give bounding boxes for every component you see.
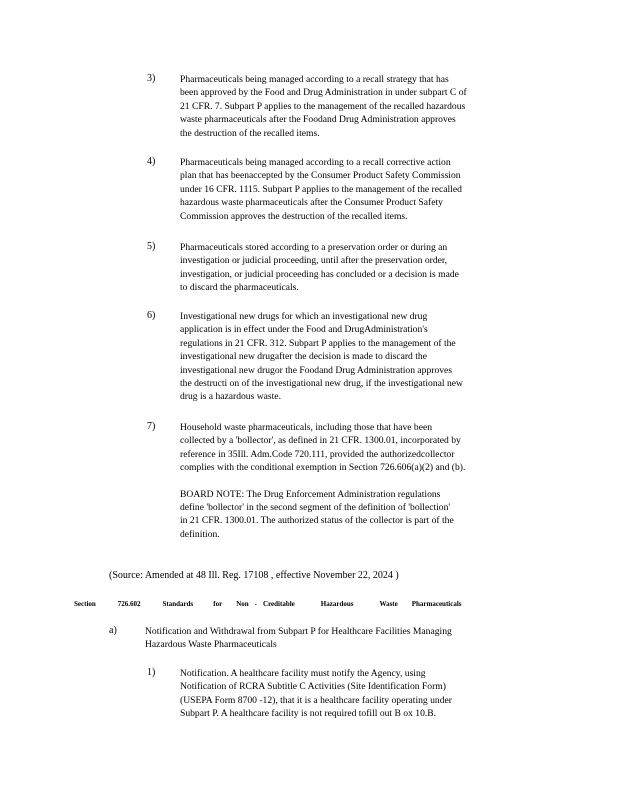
subsection-text — [180, 667, 540, 721]
heading-word: Non — [236, 600, 249, 608]
text-line: definition. — [180, 528, 220, 540]
item-number: 7) — [147, 421, 156, 432]
section-number: 726.602 — [117, 600, 141, 608]
item-text — [180, 73, 540, 140]
text-line: waste pharmaceuticals after the Foodand Drug Administration approves — [180, 114, 456, 126]
item-text — [180, 156, 540, 223]
text-line: investigation, or judicial proceeding has concluded or a decision is made — [180, 268, 459, 280]
text-line: drug is a hazardous waste. — [180, 391, 281, 403]
source-note: (Source: Amended at 48 Ill. Reg. 17108 , effective November 22, 2024 ) — [109, 570, 399, 581]
text-line: 21 CFR. 7. Subpart P applies to the management of the recalled hazardous — [180, 100, 466, 112]
subsection-number: a) — [109, 625, 117, 636]
heading-word: Standards — [162, 600, 194, 608]
item-number: 4) — [147, 156, 156, 167]
item-number: 3) — [147, 73, 156, 84]
text-line: hazardous waste pharmaceuticals after the Consumer Product Safety — [180, 197, 443, 209]
text-line: investigational new drugor the Foodand Drug Administration approves — [180, 364, 453, 376]
text-line: Household waste pharmaceuticals, including those that have been — [180, 422, 433, 433]
item-number: 5) — [147, 241, 156, 252]
text-line: the destructi on of the investigational new drug, if the investigational new — [180, 378, 463, 390]
heading-word: - — [254, 600, 258, 608]
text-line: Hazardous Waste Pharmaceuticals — [145, 639, 277, 651]
text-line: investigation or judicial proceeding, until after the preservation order, — [180, 255, 448, 267]
text-line: application is in effect under the Food and DrugAdministration's — [180, 324, 428, 336]
text-line: the destruction of the recalled items. — [180, 127, 320, 139]
text-line: under 16 CFR. 1115. Subpart P applies to the management of the recalled — [180, 183, 462, 195]
text-line: Notification and Withdrawal from Subpart P for Healthcare Facilities Managing — [145, 626, 452, 637]
subsection-number: 1) — [147, 667, 156, 678]
text-line: investigational new drugafter the decision is made to discard the — [180, 351, 427, 363]
heading-word: for — [213, 600, 223, 608]
text-line: BOARD NOTE: The Drug Enforcement Administration regulations — [180, 488, 441, 500]
text-line: complies with the conditional exemption in Section 726.606(a)(2) and (b). — [180, 462, 466, 474]
text-line: been approved by the Food and Drug Administration in under subpart C of — [180, 87, 467, 99]
text-line: collected by a 'bollector', as defined in 21 CFR. 1300.01, incorporated by — [180, 435, 461, 447]
text-line: Investigational new drugs for which an investigational new drug — [180, 311, 428, 322]
text-line: define 'bollector' in the second segment of the definition of 'bollection' — [180, 502, 451, 514]
text-line: regulations in 21 CFR. 312. Subpart P applies to the management of the — [180, 337, 456, 349]
heading-word: Pharmaceuticals — [411, 600, 462, 608]
heading-word: Hazardous — [320, 600, 354, 608]
text-line: Commission approves the destruction of the recalled items. — [180, 210, 408, 222]
text-line: Pharmaceuticals being managed according to a recall corrective action — [180, 157, 451, 168]
board-note — [180, 488, 540, 542]
text-line: plan that has beenaccepted by the Consumer Product Safety Commission — [180, 170, 461, 182]
text-line: Notification. A healthcare facility must notify the Agency, using — [180, 668, 426, 679]
heading-word: Creditable — [263, 600, 295, 608]
text-line: in 21 CFR. 1300.01. The authorized status of the collector is part of the — [180, 515, 454, 527]
text-line: (USEPA Form 8700 -12), that it is a healthcare facility operating under — [180, 694, 452, 706]
section-label: Section — [74, 600, 96, 608]
text-line: Notification of RCRA Subtitle C Activities (Site Identification Form) — [180, 681, 446, 693]
heading-word: Waste — [379, 600, 398, 608]
item-text — [180, 310, 540, 404]
subsection-text — [145, 625, 545, 652]
item-text — [180, 421, 540, 541]
item-text — [180, 241, 540, 295]
text-line: Pharmaceuticals being managed according to a recall strategy that has — [180, 74, 449, 85]
section-heading — [74, 600, 468, 608]
text-line: Subpart P. A healthcare facility is not required tofill out B ox 10.B. — [180, 708, 437, 720]
text-line: to discard the pharmaceuticals. — [180, 282, 299, 294]
text-line: reference in 35Ill. Adm.Code 720.111, provided the authorizedcollector — [180, 448, 455, 460]
item-number: 6) — [147, 310, 156, 321]
text-line: Pharmaceuticals stored according to a preservation order or during an — [180, 242, 448, 253]
